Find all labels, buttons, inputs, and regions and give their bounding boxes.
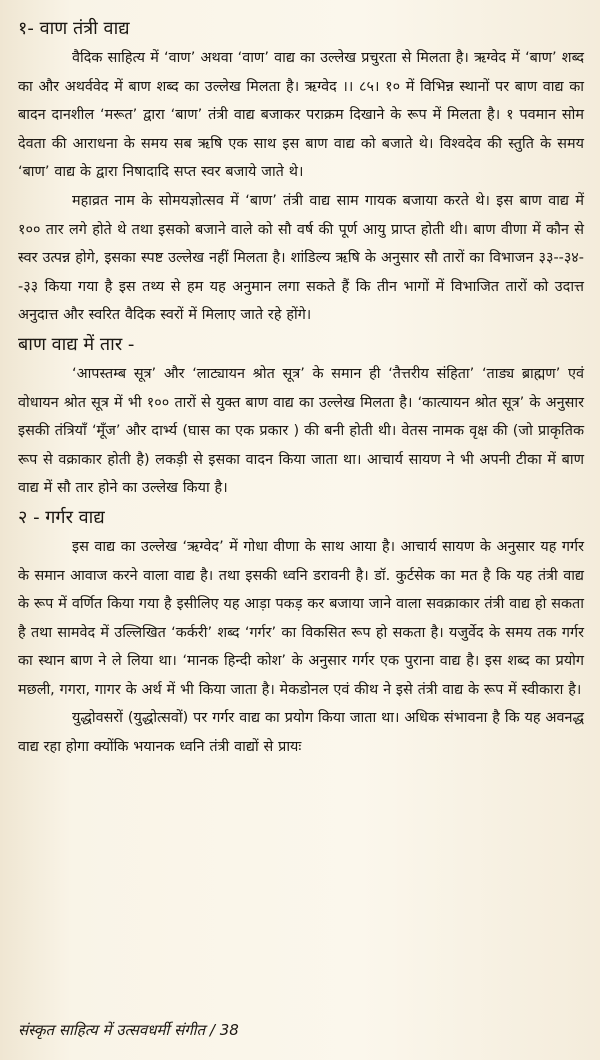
- paragraph-baan-strings: ‘आपस्तम्ब सूत्र’ और ‘लाट्यायन श्रोत सूत्र’ के समान ही ‘तैत्तरीय संहिता’ ‘ताड्य ब्राह्मण’ एवं वोधायन श्रोत सूत्र में भी १०० तारों से युक्त बाण वाद्य का उल्लेख मिलता है। ‘कात्यायन श्रोत सूत्र’ के अनुसार इसकी तंत्रियाँ ‘मूँज’ और दार्भ्य (घास का एक प्रकार ) की बनी होती थी। वेतस नामक वृक्ष की (जो प्राकृतिक रूप से वक्राकार होती है) लकड़ी से इसका वादन किया जाता था। आचार्य सायण ने भी अपनी टीका में बाण वाद्य में सौ तार होने का उल्लेख किया है।: [18, 365, 584, 497]
- paragraph-gargar-war: युद्धोवसरों (युद्धोत्सवों) पर गर्गर वाद्य का प्रयोग किया जाता था। अधिक संभावना है कि यह अवनद्ध वाद्य रहा होगा क्योंकि भयानक ध्वनि तंत्री वाद्यों से प्रायः: [18, 710, 584, 756]
- page-footer: संस्कृत साहित्य में उत्सवधर्मी संगीत / 38: [18, 1021, 239, 1039]
- paragraph-vaan-intro: वैदिक साहित्य में ‘वाण’ अथवा ‘वाण’ वाद्य का उल्लेख प्रचुरता से मिलता है। ऋग्वेद में ‘बाण’ शब्द का और अथर्ववेद में बाण शब्द का उल्लेख मिलता है। ऋग्वेद ।। ८५। १० में विभिन्न स्थानों पर बाण वाद्य का बादन दानशील ‘मरूत’ द्वारा ‘बाण’ तंत्री वाद्य बजाकर पराक्रम दिखाने के रूप में मिलता है। १ पवमान सोम देवता की आराधना के समय सब ऋषि एक साथ इस बाण वाद्य को बजाते थे। विश्वदेव की स्तुति के समय ‘बाण’ वाद्य के द्वारा निषादादि सप्त स्वर बजाये जाते थे।: [18, 50, 584, 181]
- section-heading-baan-strings: बाण वाद्य में तार -: [18, 333, 135, 355]
- section-heading-vaan: १- वाण तंत्री वाद्य: [18, 18, 130, 39]
- paragraph-mahavrat: महाव्रत नाम के सोमयज्ञोत्सव में ‘बाण’ तंत्री वाद्य साम गायक बजाया करते थे। इस बाण वाद्य में १०० तार लगे होते थे तथा इसको बजाने वाले को सौ वर्ष की पूर्ण आयु प्राप्त होती थी। बाण वीणा में कौन से स्वर उत्पन्न होगे, इसका स्पष्ट उल्लेख नहीं मिलता है। शांडिल्य ऋषि के अनुसार सौ तारों का विभाजन ३३--३४--३३ किया गया है इस तथ्य से हम यह अनुमान लगा सकते हैं कि तीन भागों में विभाजित तारों को उदात्त अनुदात्त और स्वरित वैदिक स्वरों में मिलाए जाते रहे होंगे।: [18, 192, 584, 324]
- paragraph-gargar-intro: इस वाद्य का उल्लेख ‘ऋग्वेद’ में गोधा वीणा के साथ आया है। आचार्य सायण के अनुसार यह गर्गर के समान आवाज करने वाला वाद्य है। तथा इसकी ध्वनि डरावनी है। डॉ. कुर्टसेक का मत है कि यह तंत्री वाद्य के रूप में वर्णित किया गया है इसीलिए यह आड़ा पकड़ कर बजाया जाने वाला सवक्राकार तंत्री वाद्य हो सकता है तथा सामवेद में उल्लिखित ‘कर्करी’ शब्द ‘गर्गर’ का विकसित रूप हो सकता है। यजुर्वेद के समय तक गर्गर का स्थान बाण ने ले लिया था। ‘मानक हिन्दी कोश’ के अनुसार गर्गर एक पुराना वाद्य है। इस शब्द का प्रयोग मछली, गगरा, गागर के अर्थ में भी किया जाता है। मेकडोनल एवं कीथ ने इसे तंत्री वाद्य के रूप में स्वीकारा है।: [18, 538, 584, 698]
- section-heading-gargar: २ - गर्गर वाद्य: [18, 506, 105, 528]
